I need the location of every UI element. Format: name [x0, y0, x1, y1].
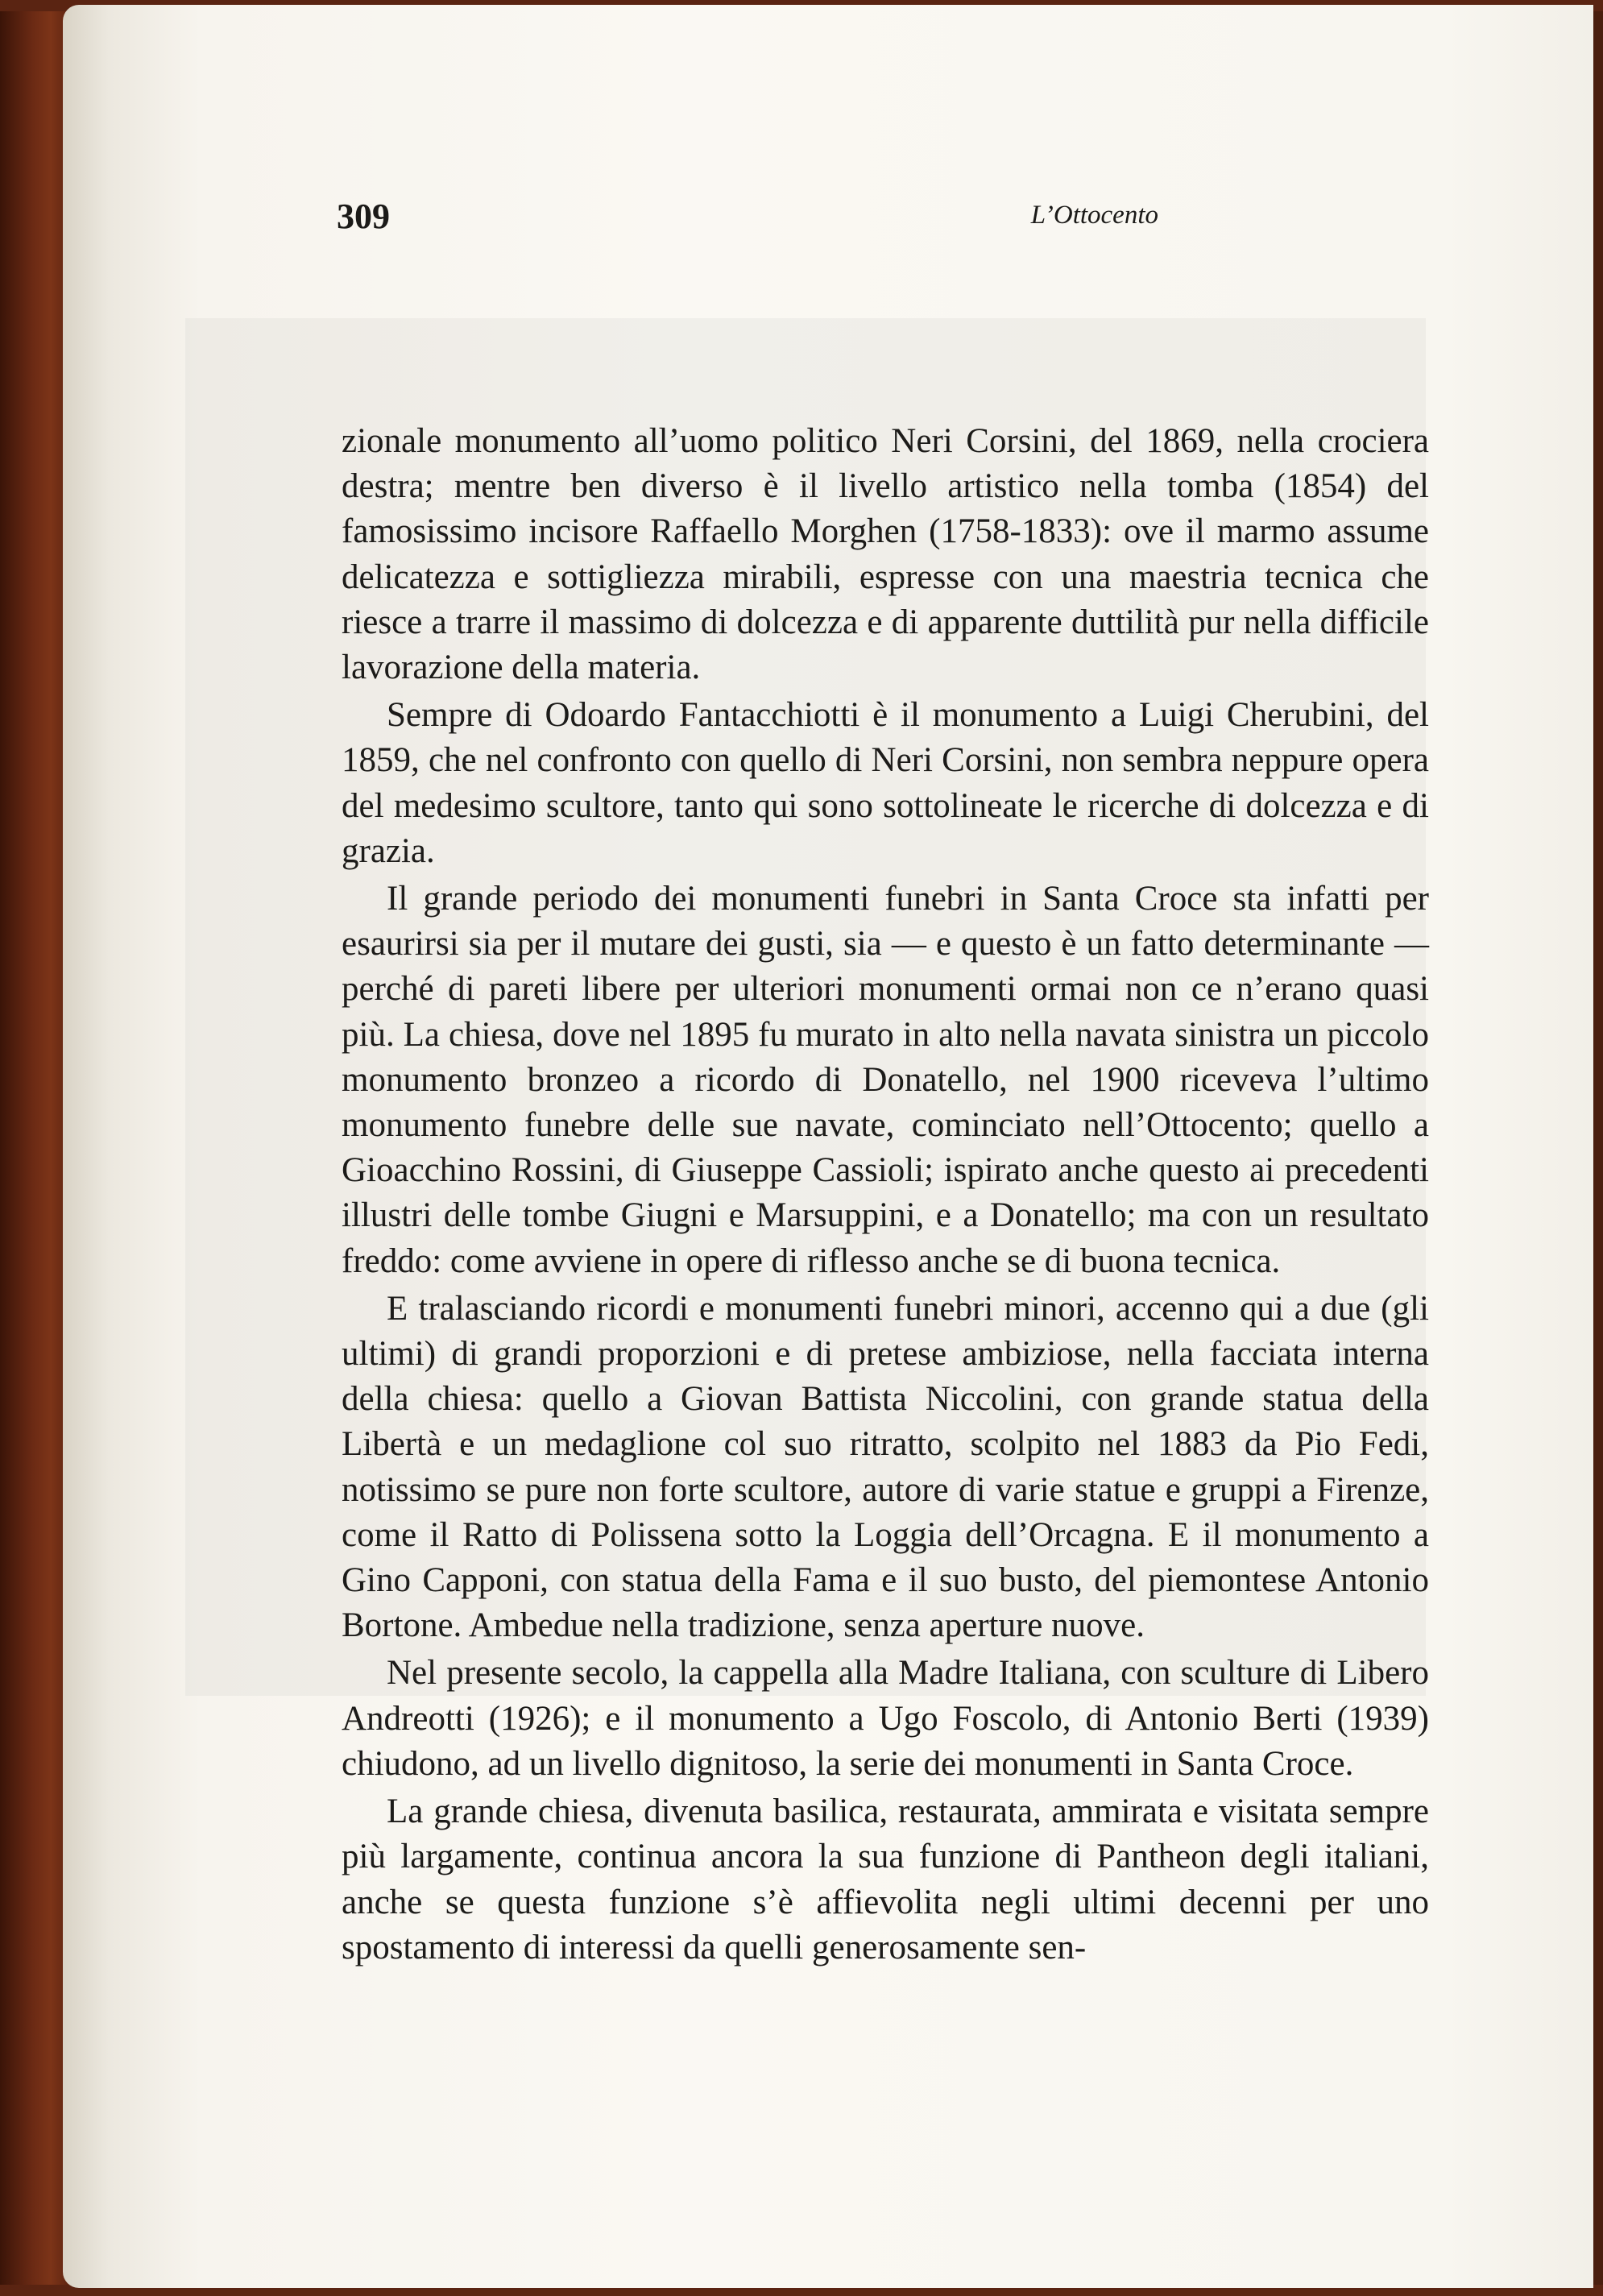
page-number: 309	[337, 197, 390, 236]
paragraph: E tralasciando ricordi e monumenti funebri minori, accenno qui a due (gli ultimi) di grandi proporzioni e di pretese ambiziose, nella facciata interna della chiesa: quello a Giovan Battista Niccolini, con grande statua della Libertà e un medaglione col suo ritratto, scolpito nel 1883 da Pio Fedi, notissimo se pure non forte scultore, autore di varie statue e gruppi a Firenze, come il Ratto di Polissena sotto la Loggia dell’Orcagna. E il monumento a Gino Capponi, con statua della Fama e il suo busto, del piemontese Antonio Bortone. Ambedue nella tradizione, senza aperture nuove.	[342, 1289, 1429, 1645]
paragraph: Sempre di Odoardo Fantacchiotti è il monumento a Luigi Cherubini, del 1859, che nel confronto con quello di Neri Corsini, non sembra neppure opera del medesimo scultore, tanto qui sono sottolineate le ricerche di dolcezza e di grazia.	[342, 696, 1429, 870]
running-header	[337, 196, 1158, 244]
body-text	[342, 419, 1429, 1971]
book-binding-edge	[0, 0, 72, 2296]
section-title: L’Ottocento	[1030, 201, 1158, 230]
paragraph: zionale monumento all’uomo politico Neri Corsini, del 1869, nella crociera destra; mentre ben diverso è il livello artistico nella tomba (1854) del famosissimo incisore Raffaello Morghen (1758-1833): ove il marmo assume delicatezza e sottigliezza mirabili, espresse con una maestria tecnica che riesce a trarre il massimo di dolcezza e di apparente duttilità pur nella difficile lavorazione della materia.	[342, 422, 1429, 687]
paragraph: Nel presente secolo, la cappella alla Madre Italiana, con sculture di Libero Andreotti (1926); e il monumento a Ugo Foscolo, di Antonio Berti (1939) chiudono, ad un livello dignitoso, la serie dei monumenti in Santa Croce.	[342, 1654, 1429, 1783]
paragraph: Il grande periodo dei monumenti funebri in Santa Croce sta infatti per esaurirsi sia per il mutare dei gusti, sia — e questo è un fatto determinante — perché di pareti libere per ulteriori monumenti ormai non ce n’erano quasi più. La chiesa, dove nel 1895 fu murato in alto nella navata sinistra un piccolo monumento bronzeo a ricordo di Donatello, nel 1900 riceveva l’ultimo monumento funebre delle sue navate, cominciato nell’Ottocento; quello a Gioacchino Rossini, di Giuseppe Cassioli; ispirato anche questo ai precedenti illustri delle tombe Giugni e Marsuppini, e a Donatello; ma con un resultato freddo: come avviene in opere di riflesso anche se di buona tecnica.	[342, 880, 1429, 1280]
paragraph: La grande chiesa, divenuta basilica, restaurata, ammirata e visitata sempre più largamente, continua ancora la sua funzione di Pantheon degli italiani, anche se questa funzione s’è affievolita negli ultimi decenni per uno spostamento di interessi da quelli generosamente sen-	[342, 1792, 1429, 1967]
